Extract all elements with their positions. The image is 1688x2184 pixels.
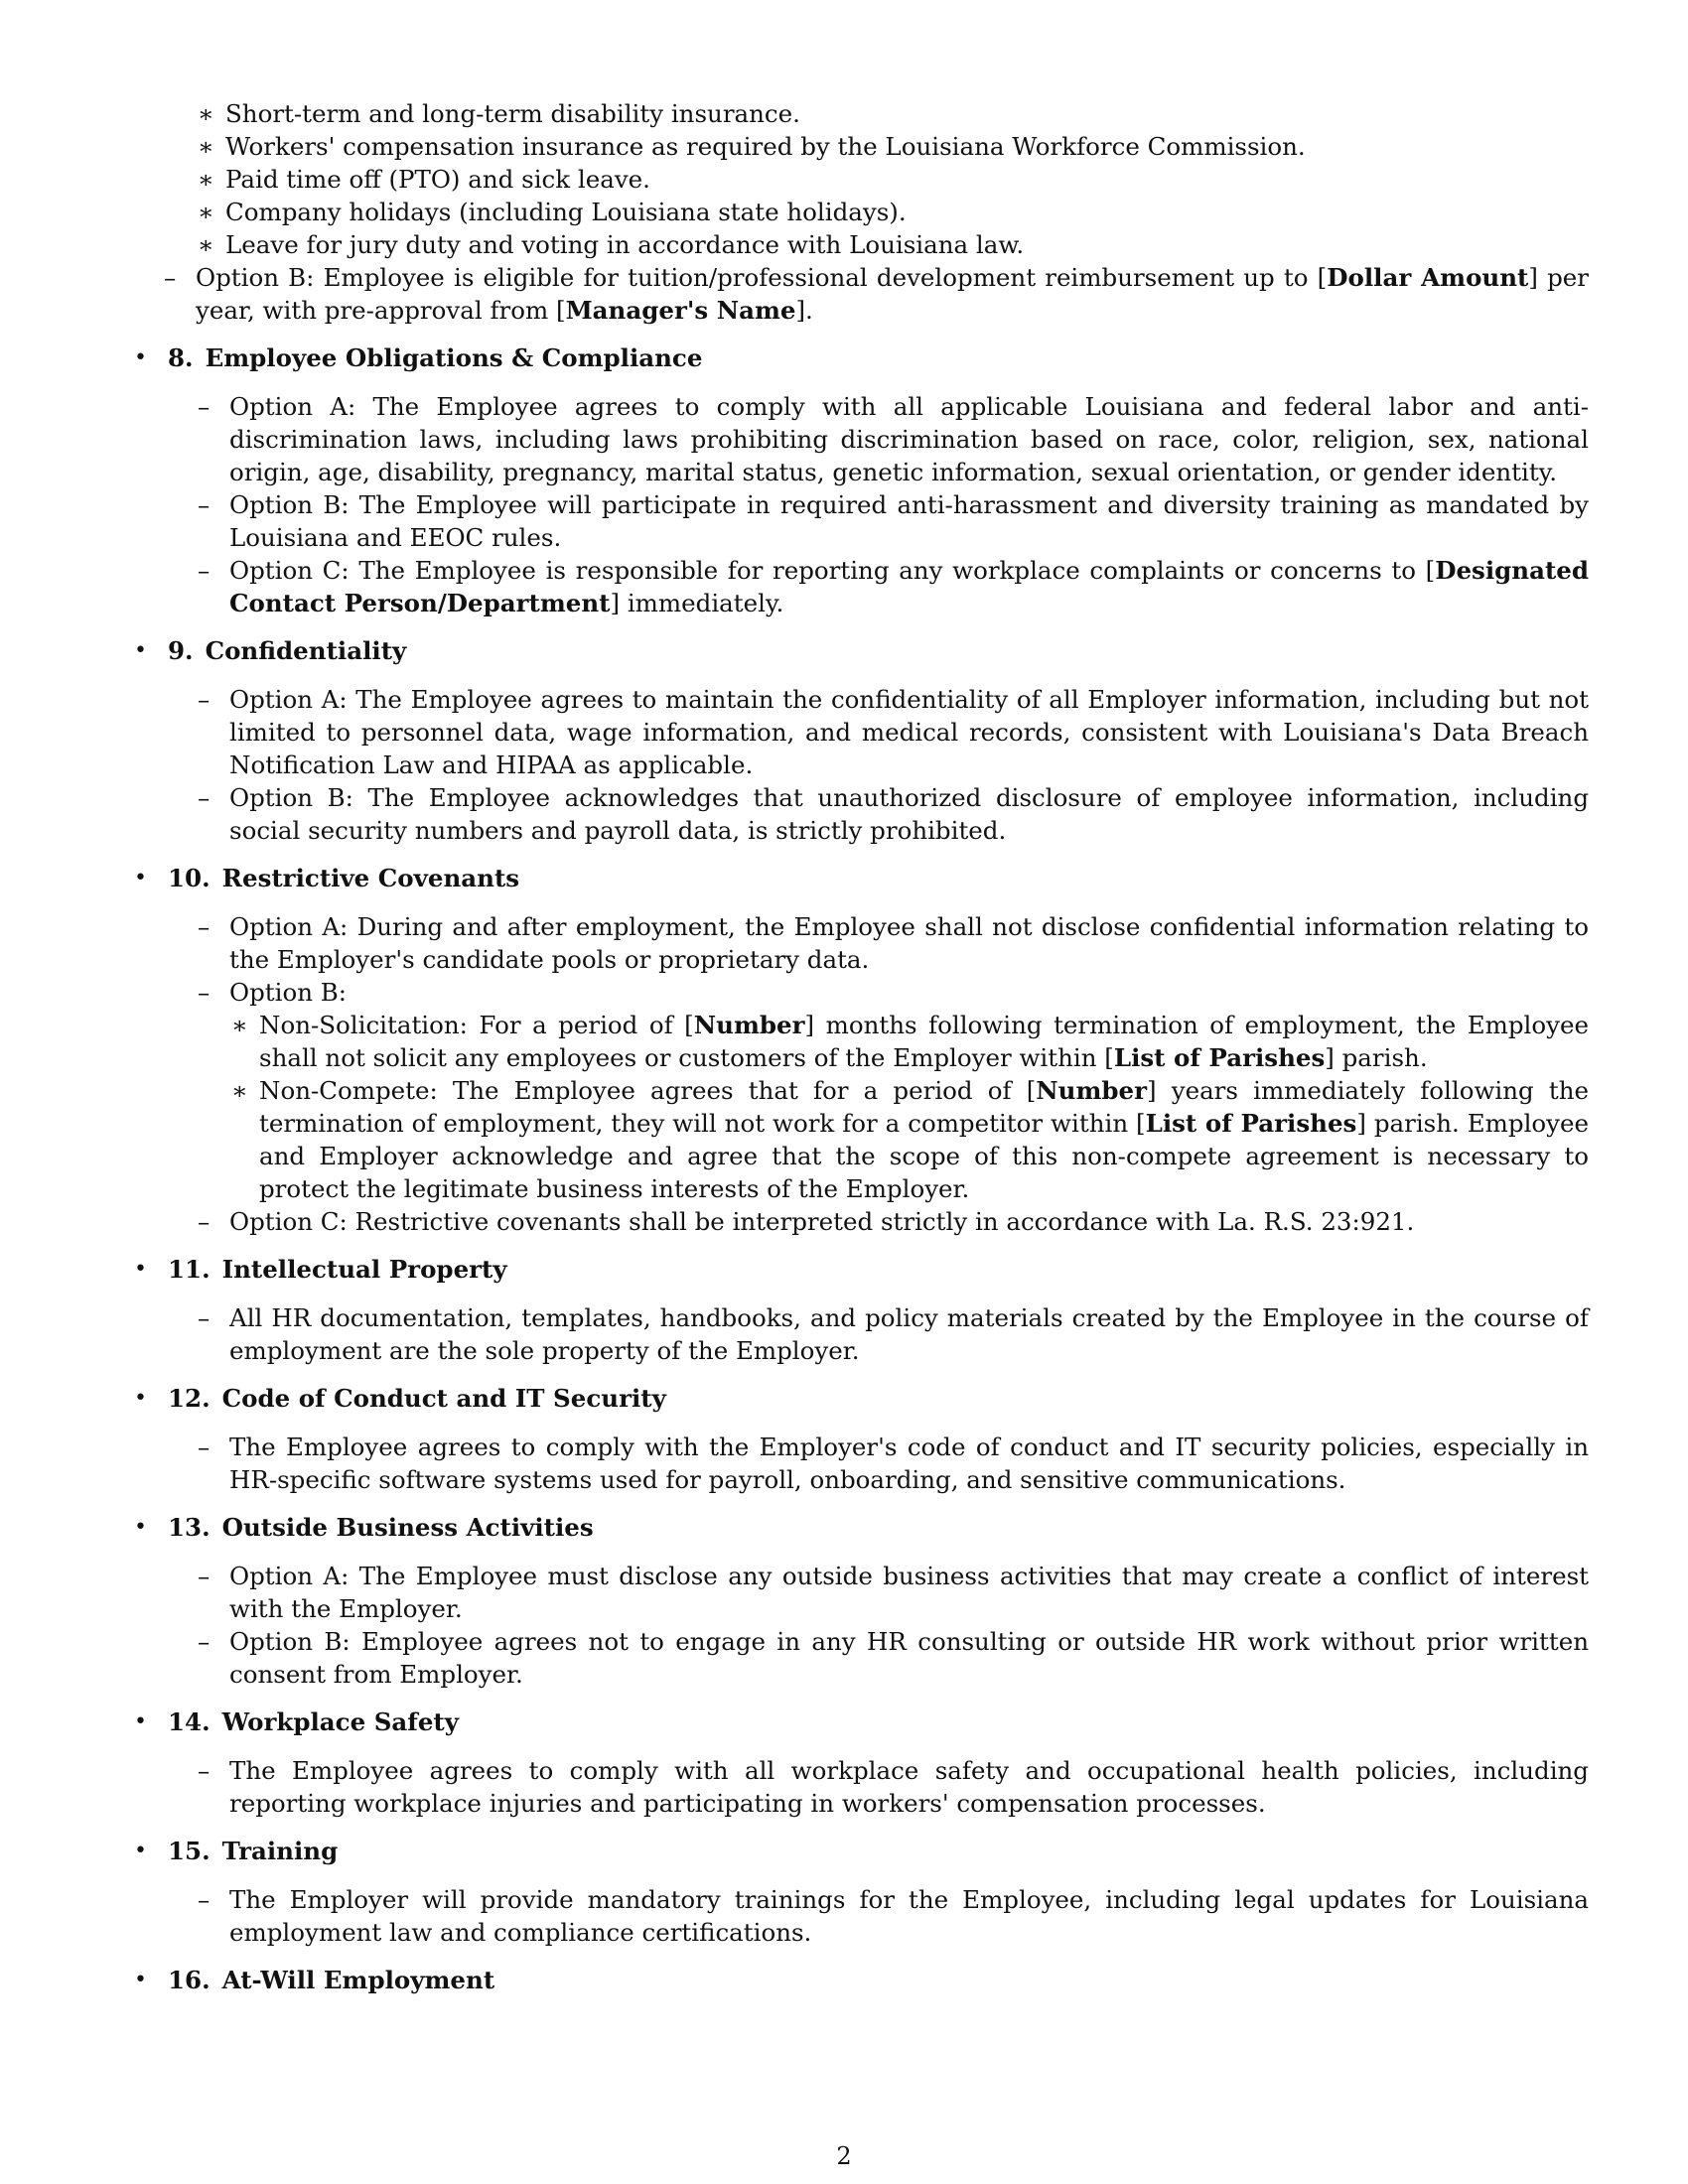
option-a: – Option A: The Employee agrees to comply with all applicable Louisiana and federal labor and anti-discrimination laws, including laws prohibiting discrimination based on race, color, religion, sex, national origin, age, disability, pregnancy, marital status, genetic information, sexual orientation, or gender identity.: [198, 392, 1589, 486]
clause: – All HR documentation, templates, handbooks, and policy materials created by the Employee in the course of employment are the sole property of the Employer.: [198, 1303, 1589, 1365]
clause: – The Employee agrees to comply with all workplace safety and occupational health policies, including reporting workplace injuries and participating in workers' compensation processes.: [198, 1756, 1589, 1818]
section-15: [134, 1835, 1589, 1949]
placeholder-parishes: List of Parishes: [1113, 1043, 1326, 1072]
section-heading: 11. Intellectual Property: [168, 1255, 507, 1284]
option-b: – Option B: Employee agrees not to engage in any HR consulting or outside HR work without prior written consent from Employer.: [198, 1627, 1589, 1689]
section-8: [134, 341, 1589, 619]
section-heading: 10. Restrictive Covenants: [168, 864, 520, 892]
bullet-icon: •: [134, 345, 147, 370]
placeholder-manager-name: Manager's Name: [565, 296, 796, 325]
section-13: [134, 1511, 1589, 1691]
non-solicitation-clause: ∗ Non-Solicitation: For a period of [Number] months following termination of employment, the Employee shall not solicit any employees or customers of the Employer within [List of Parishes] parish.: [231, 1011, 1589, 1072]
benefits-continuation: [134, 97, 1589, 327]
option-b: – Option B: The Employee will participate in required anti-harassment and diversity training as mandated by Louisiana and EEOC rules.: [198, 490, 1589, 552]
non-compete-clause: ∗ Non-Compete: The Employee agrees that for a period of [Number] years immediately following the termination of employment, they will not work for a competitor within [List of Parishes] parish. Employee and Employer acknowledge and agree that the scope of this non-compete agreement is necessary to protect the legitimate business interests of the Employer.: [231, 1076, 1589, 1203]
benefits-list: [196, 97, 1589, 261]
section-9: [134, 634, 1589, 847]
option-b: – Option B: ∗ Non-Solicitation: For a period of [Number] months following termination of employment, the Employee shall not solicit any employees or customers of the Employer within [List of Parishes] parish. ∗ Non-Compete: The Employee agrees that for a period of [Number] years immediately following the termination of employment, they will not work for a competitor within [List of Parishes] parish. Employee and Employer acknowledge and agree that the scope of this non-compete agreement is necessary to protect the legitimate business interests of the Employer.: [198, 978, 1589, 1203]
option-c: – Option C: The Employee is responsible for reporting any workplace complaints or concerns to [Designated Contact Person/Department] immediately.: [198, 556, 1589, 617]
section-14: [134, 1706, 1589, 1820]
section-12: [134, 1382, 1589, 1496]
bullet-icon: •: [134, 1257, 147, 1282]
section-10: [134, 862, 1589, 1238]
bullet-icon: •: [134, 866, 147, 890]
list-item: ∗ Paid time off (PTO) and sick leave.: [198, 165, 650, 194]
bullet-icon: •: [134, 1839, 147, 1863]
placeholder-contact: Designated Contact Person/Department: [229, 556, 1589, 617]
page-number: 2: [836, 2142, 852, 2170]
section-heading: 13. Outside Business Activities: [168, 1513, 594, 1542]
section-heading: 8. Employee Obligations & Compliance: [168, 343, 703, 372]
option-a: – Option A: The Employee must disclose any outside business activities that may create a conflict of interest with the Employer.: [198, 1562, 1589, 1623]
option-c: – Option C: Restrictive covenants shall be interpreted strictly in accordance with La. R.S. 23:921.: [198, 1207, 1415, 1236]
benefits-options: [134, 97, 1589, 327]
section-heading: 9. Confidentiality: [168, 636, 407, 665]
section-heading: 16. At-Will Employment: [168, 1966, 495, 1994]
option-a: – Option A: The Employee agrees to maintain the confidentiality of all Employer information, including but not limited to personnel data, wage information, and medical records, consistent with Louisiana's Data Breach Notification Law and HIPAA as applicable.: [198, 685, 1589, 779]
bullet-icon: •: [134, 638, 147, 663]
section-16: [134, 1964, 1589, 1996]
clause: – The Employee agrees to comply with the Employer's code of conduct and IT security policies, especially in HR-specific software systems used for payroll, onboarding, and sensitive communications.: [198, 1433, 1589, 1494]
benefits-option-b: – Option B: Employee is eligible for tuition/professional development reimbursement up to [Dollar Amount] per year, with pre-approval from [Manager's Name].: [164, 263, 1589, 325]
section-heading: 14. Workplace Safety: [168, 1707, 459, 1736]
placeholder-dollar-amount: Dollar Amount: [1327, 263, 1529, 292]
bullet-icon: •: [134, 1968, 147, 1992]
list-item: ∗ Workers' compensation insurance as required by the Louisiana Workforce Commission.: [198, 132, 1306, 161]
placeholder-number: Number: [1036, 1076, 1148, 1105]
bullet-icon: •: [134, 1709, 147, 1734]
bullet-icon: •: [134, 1386, 147, 1411]
section-heading: 15. Training: [168, 1837, 339, 1865]
section-heading: 12. Code of Conduct and IT Security: [168, 1384, 666, 1413]
placeholder-parishes: List of Parishes: [1145, 1109, 1357, 1138]
benefits-option-a-tail: [134, 97, 1589, 261]
document-body: [134, 97, 1589, 2012]
list-item: ∗ Leave for jury duty and voting in accordance with Louisiana law.: [198, 230, 1025, 259]
bullet-icon: •: [134, 1515, 147, 1540]
list-item: ∗ Short-term and long-term disability insurance.: [198, 99, 800, 128]
placeholder-number: Number: [693, 1011, 805, 1039]
list-item: ∗ Company holidays (including Louisiana state holidays).: [198, 198, 907, 226]
clause: – The Employer will provide mandatory trainings for the Employee, including legal updates for Louisiana employment law and compliance certifications.: [198, 1885, 1589, 1947]
option-b: – Option B: The Employee acknowledges that unauthorized disclosure of employee information, including social security numbers and payroll data, is strictly prohibited.: [198, 783, 1589, 845]
section-11: [134, 1253, 1589, 1367]
option-a: – Option A: During and after employment, the Employee shall not disclose confidential information relating to the Employer's candidate pools or proprietary data.: [198, 912, 1589, 974]
